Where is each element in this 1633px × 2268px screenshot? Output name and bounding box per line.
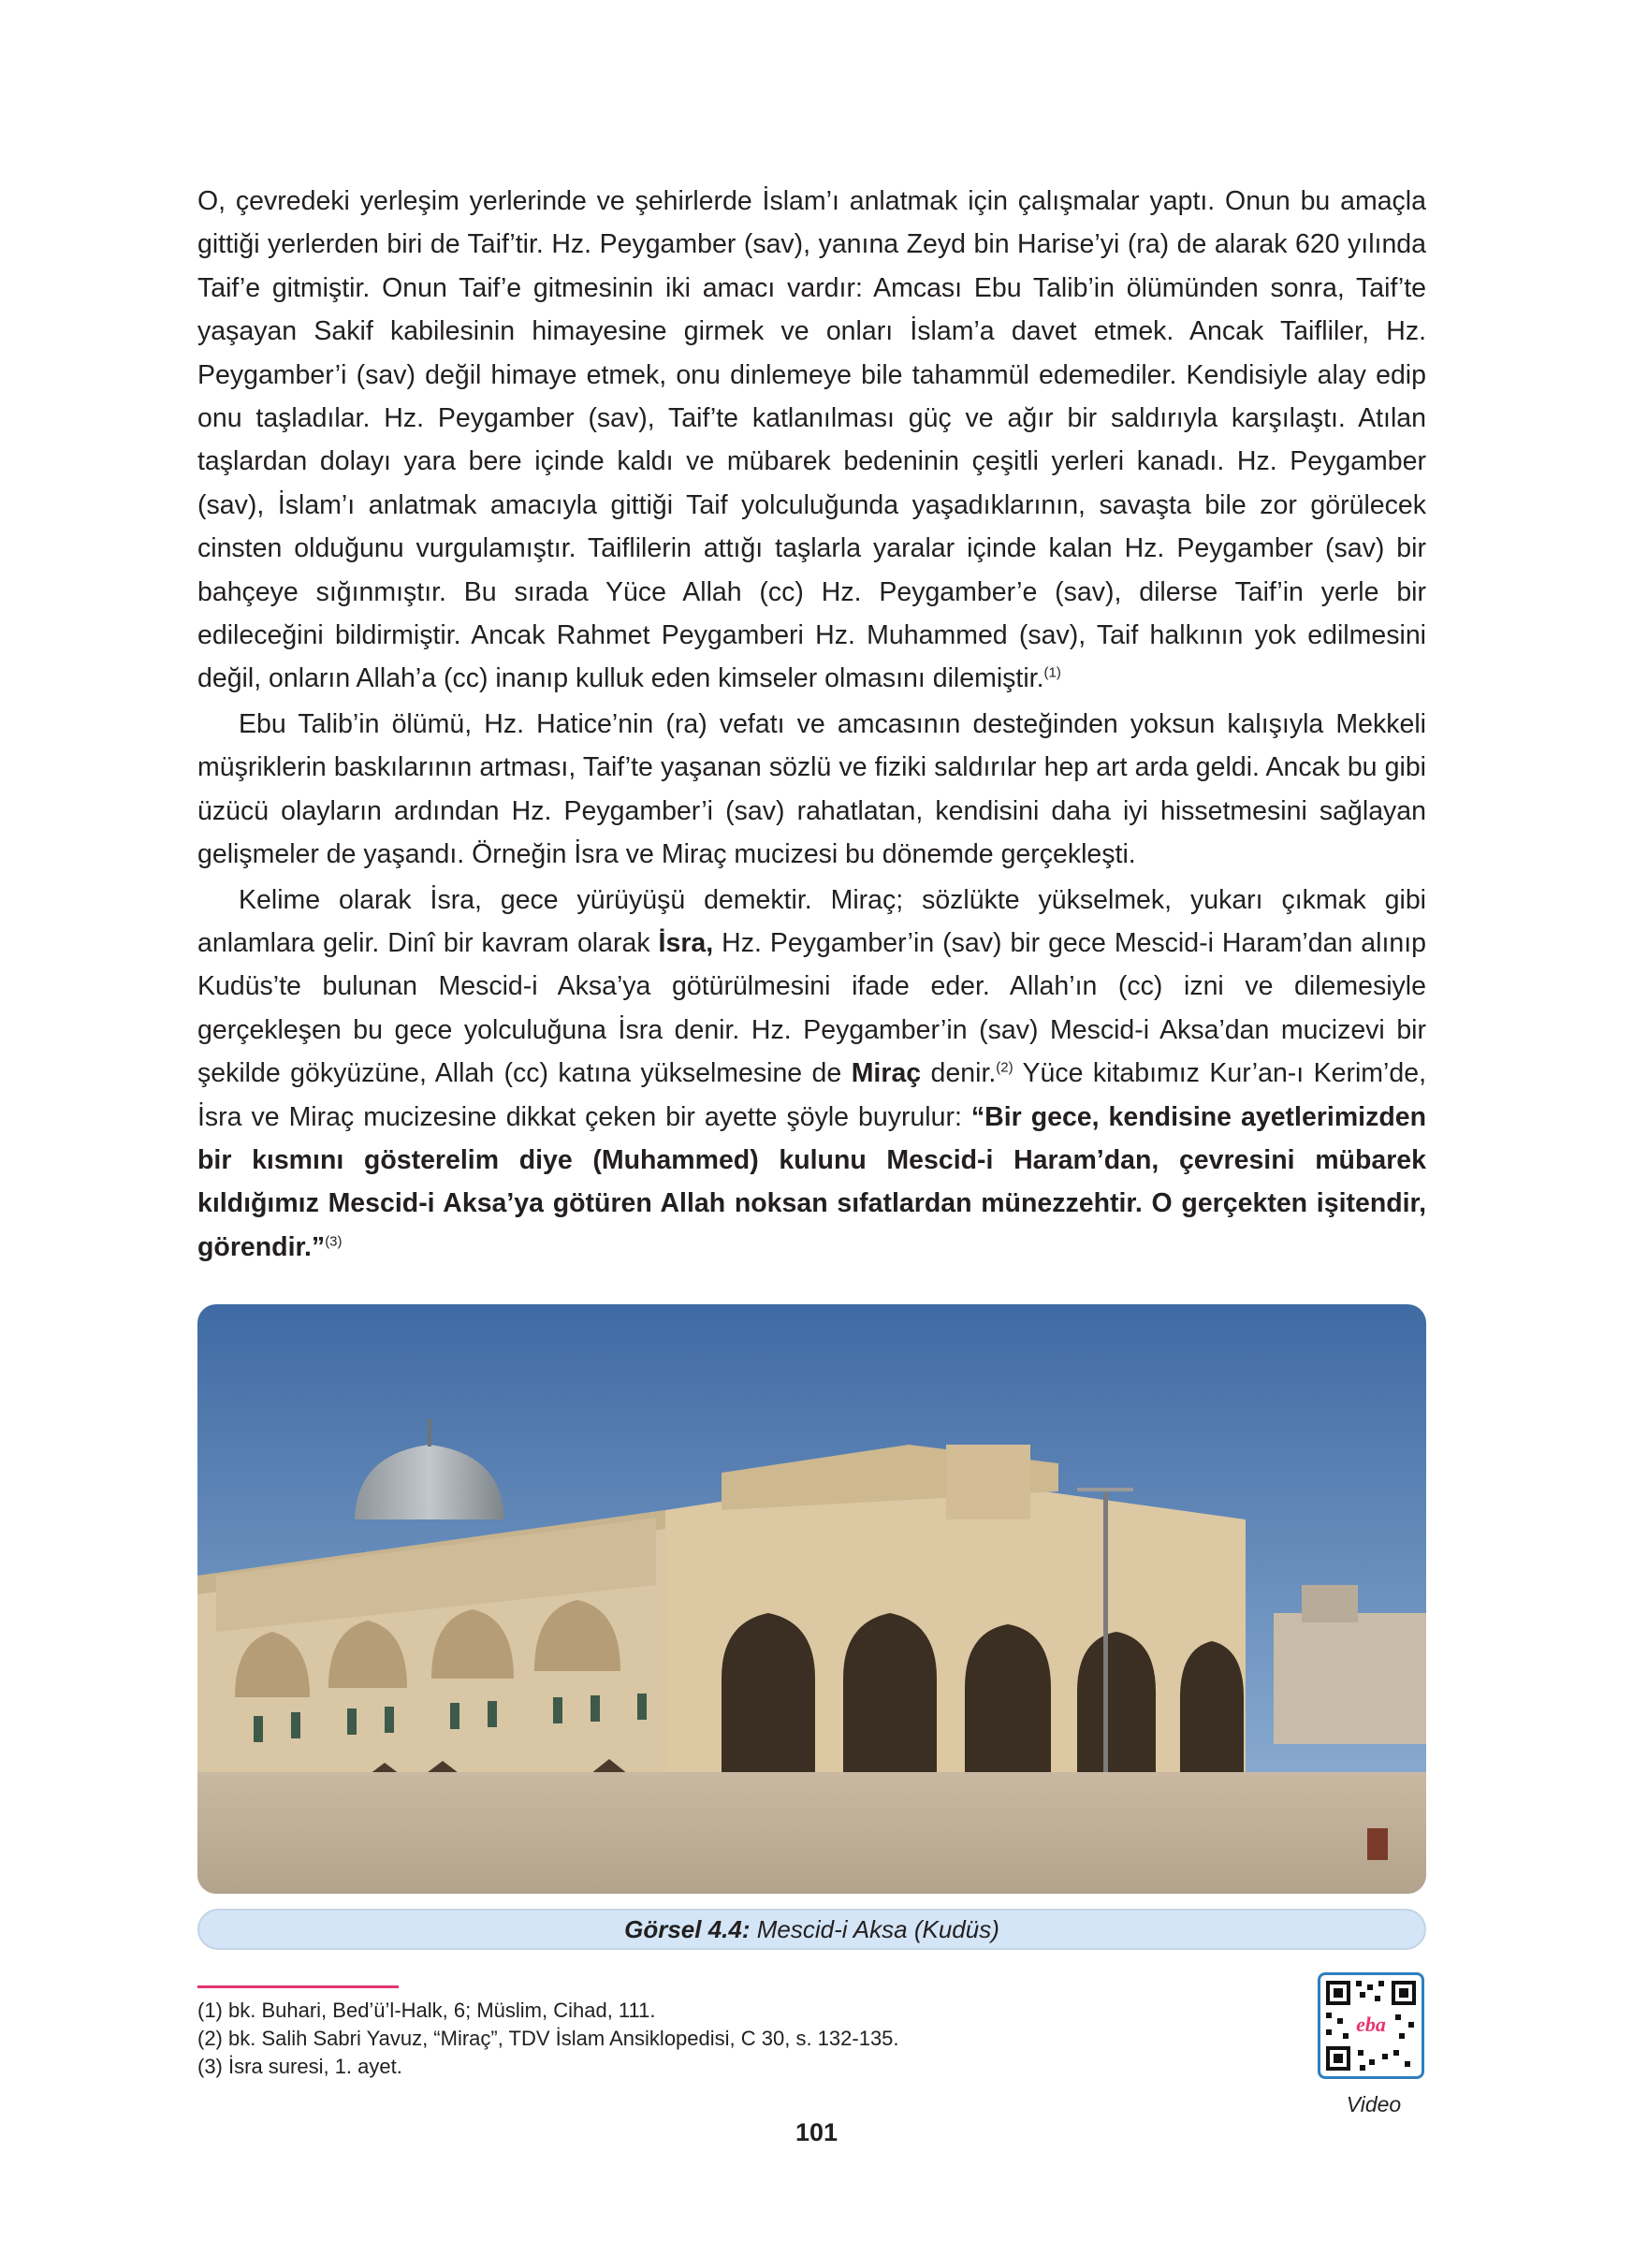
footnote-3: (3) İsra suresi, 1. ayet. [197,2055,402,2078]
footnote-2: (2) bk. Salih Sabri Yavuz, “Miraç”, TDV İslam Ansiklopedisi, C 30, s. 132-135. [197,2027,899,2050]
eba-logo: eba [1356,2013,1386,2036]
text-segment: Hz. Peygamber’in (sav) bir gece Mescid-i Haram’dan alınıp Kudüs’te bulunan Mescid-i Aksa’ya götürülmesini ifade eder. Allah’ın (cc) izni ve dilemesiyle gerçekleşen bu gece yolculuğuna İsra denir. Hz. Peygamber’in (sav) Mescid-i Aksa’dan mucizevi bir şekilde gökyüzüne, Allah (cc) katına yükselmesine de [197,927,1426,1089]
paragraph-sorrow [197,703,1426,877]
qr-code-video[interactable] [1318,1972,1424,2079]
figure-label: Görsel 4.4: [624,1915,751,1943]
bold-term: Miraç [851,1058,922,1089]
footnotes [197,1997,899,2081]
text-segment: Ebu Talib’in ölümü, Hz. Hatice’nin (ra) vefatı ve amcasının desteğinden yoksun kalışıyla Mekkeli müşriklerin baskılarının artması, Taif’te yaşanan sözlü ve fiziki saldırılar hep art arda geldi. Ancak bu gibi üzücü olayların ardından Hz. Peygamber’i (sav) rahatlatan, kendisini daha iyi hissetmesini sağlayan gelişmeler de yaşandı. Örneğin İsra ve Miraç mucizesi bu dönemde gerçekleşti. [197,708,1426,870]
text-segment: denir. [921,1058,997,1089]
figure-caption-text: Mescid-i Aksa (Kudüs) [750,1915,999,1943]
footnote-divider [197,1985,399,1988]
figure-caption [197,1909,1426,1950]
paragraph-taif [197,180,1426,701]
bold-term: “Bir gece, kendisine ayetlerimizden bir kısmını gösterelim diye (Muhammed) kulunu Mescid-i Haram’dan, çevresini mübarek kıldığımız Mescid-i Aksa’ya götüren Allah noksan sıfatlardan münezzehtir. O gerçekten işitendir, görendir.” [197,1101,1426,1262]
text-segment: O, çevredeki yerleşim yerlerinde ve şehirlerde İslam’ı anlatmak için çalışmalar yaptı. Onun bu amaçla gittiği yerlerden biri de Taif’tir. Hz. Peygamber (sav), yanına Zeyd bin Harise’yi (ra) de alarak 620 yılında Taif’e gitmiştir. Onun Taif’e gitmesinin iki amacı vardır: Amcası Ebu Talib’in ölümünden sonra, Taif’te yaşayan Sakif kabilesinin himayesine girmek ve onları İslam’a davet etmek. Ancak Taifliler, Hz. Peygamber’i (sav) değil himaye etmek, onu dinlemeye bile tahammül edemediler. Kendisiyle alay edip onu taşladılar. Hz. Peygamber (sav), Taif’te katlanılması güç ve ağır bir saldırıyla karşılaştı. Atılan taşlardan dolayı yara bere içinde kaldı ve mübarek bedeninin çeşitli yerleri kanadı. Hz. Peygamber (sav), İslam’ı anlatmak amacıyla gittiği Taif yolculuğunda yaşadıklarının, savaşta bile zor görülecek cinsten olduğunu vurgulamıştır. Taiflilerin attığı taşlarla yaralar içinde kalan Hz. Peygamber (sav) bir bahçeye sığınmıştır. Bu sırada Yüce Allah (cc) Hz. Peygamber’e (sav), dilerse Taif’in yerle bir edileceğini bildirmiştir. Ancak Rahmet Peygamberi Hz. Muhammed (sav), Taif halkının yok edilmesini değil, onların Allah’a (cc) inanıp kulluk eden kimseler olmasını dilemiştir. [197,186,1426,694]
paragraph-isra-mirac [197,879,1426,1270]
footnote-ref: (3) [325,1233,343,1250]
footnote-ref: (1) [1043,664,1061,681]
mescid-i-aksa-photo [197,1304,1426,1894]
qr-label: Video [1346,2092,1402,2116]
page-number: 101 [795,2118,838,2146]
footnote-1: (1) bk. Buhari, Bed’ü’l-Halk, 6; Müslim, Cihad, 111. [197,1999,656,2022]
body-text [197,180,1426,1271]
bold-term: İsra, [658,927,714,958]
footnote-ref: (2) [996,1059,1013,1076]
text-segment: Yüce kitabımız Kur’an-ı Kerim’de, İsra ve Miraç mucizesine dikkat çeken bir ayette şöyle buyrulur: [197,1058,1426,1132]
qr-code-icon [1320,1975,1422,2076]
text-segment: Kelime olarak İsra, gece yürüyüşü demektir. Miraç; sözlükte yükselmek, yukarı çıkmak gibi anlamlara gelir. Dinî bir kavram olarak [197,884,1426,958]
